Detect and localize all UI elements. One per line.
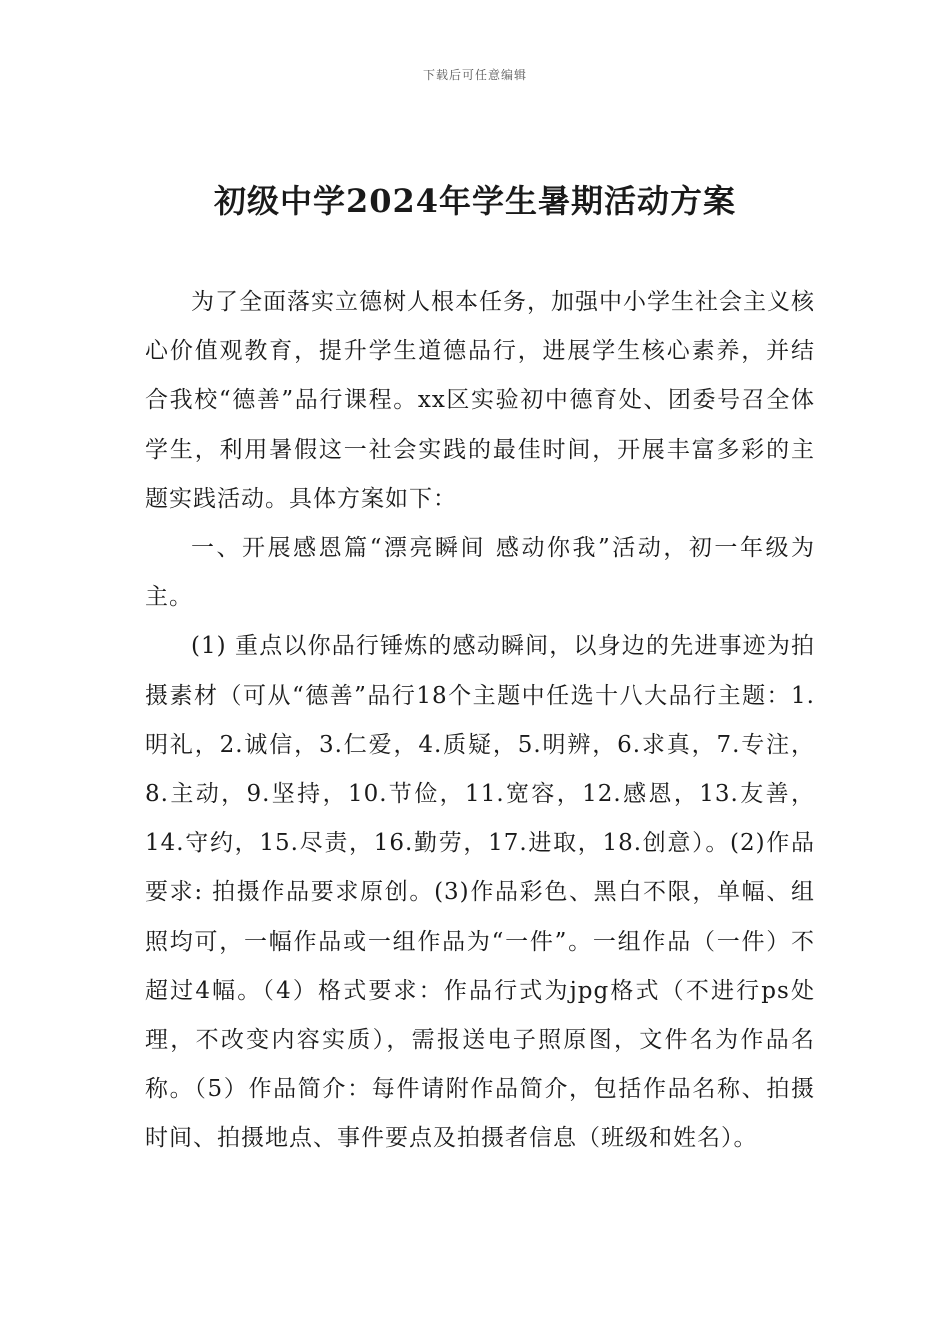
document-title: 初级中学2024年学生暑期活动方案 <box>213 182 737 220</box>
header-note: 下载后可任意编辑 <box>422 68 527 82</box>
paragraph-section-one: 一、开展感恩篇“漂亮瞬间 感动你我”活动，初一年级为主。 <box>145 535 815 611</box>
paragraph-intro: 为了全面落实立德树人根本任务，加强中小学生社会主义核心价值观教育，提升学生道德品行，进展学生核心素养，并结合我校“德善”品行课程。xx区实验初中德育处、团委号召全体学生，利用暑假这一社会实践的最佳时间，开展丰富多彩的主题实践活动。具体方案如下： <box>145 289 815 512</box>
document-body <box>145 278 815 1164</box>
paragraph-requirements: (1) 重点以你品行锤炼的感动瞬间，以身边的先进事迹为拍摄素材（可从“德善”品行18个主题中任选十八大品行主题：1.明礼，2.诚信，3.仁爱，4.质疑，5.明辨，6.求真，7.专注，8.主动，9.坚持，10.节俭，11.宽容，12.感恩，13.友善，14.守约，15.尽责，16.勤劳，17.进取，18.创意）。(2)作品要求: 拍摄作品要求原创。(3)作品彩色、黑白不限，单幅、组照均可，一幅作品或一组作品为“一件”。一组作品（一件）不超过4幅。（4）格式要求：作品行式为jpg格式（不进行ps处理，不改变内容实质），需报送电子照原图，文件名为作品名称。（5）作品简介：每件请附作品简介，包括作品名称、拍摄时间、拍摄地点、事件要点及拍摄者信息（班级和姓名）。 <box>145 633 815 1152</box>
